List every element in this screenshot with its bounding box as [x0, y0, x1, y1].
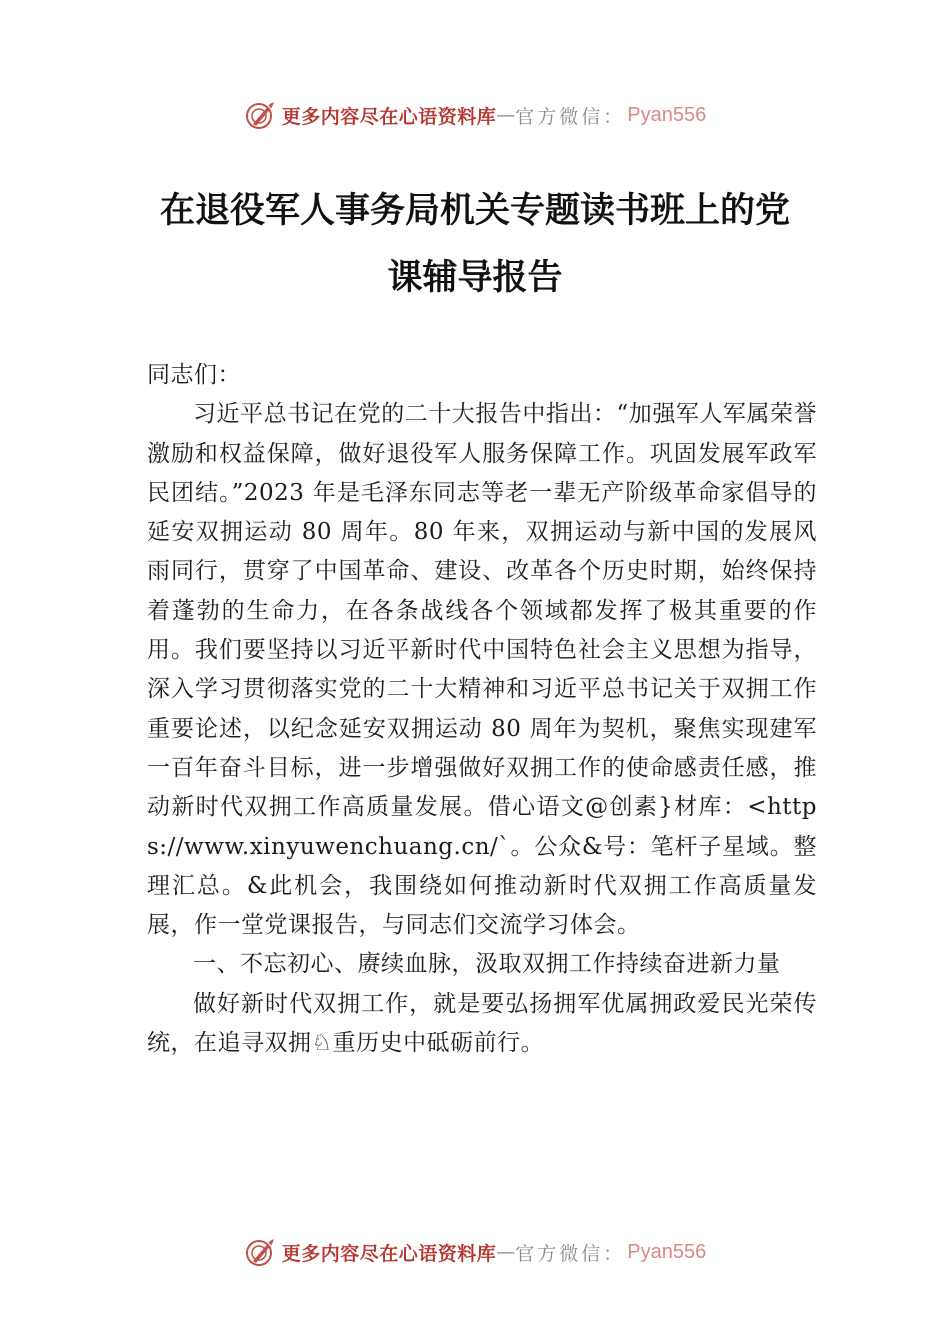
paragraph: 做好新时代双拥工作，就是要弘扬拥军优属拥政爱民光荣传统，在追寻双拥♘重历史中砥砺前行。 [147, 990, 817, 1057]
bottom-watermark-banner [0, 1232, 950, 1272]
top-watermark-banner [0, 95, 950, 135]
banner-official-label: 官方微信： [515, 105, 626, 128]
banner-wechat-id: Pyan556 [627, 103, 707, 126]
document-body [147, 356, 817, 1063]
banner-official-label: 官方微信： [515, 1242, 626, 1265]
paragraph: 习近平总书记在党的二十大报告中指出：“加强军人军属荣誉激励和权益保障，做好退役军人服务保障工作。巩固发展军政军民团结。”2023 年是毛泽东同志等老一辈无产阶级革命家倡导的延安双拥运动 80 周年。80 年来，双拥运动与新中国的发展风雨同行，贯穿了中国革命、建设、改革各个历史时期，始终保持着蓬勃的生命力，在各条战线各个领域都发挥了极其重要的作用。我们要坚持以习近平新时代中国特色社会主义思想为指导，深入学习贯彻落实党的二十大精神和习近平总书记关于双拥工作重要论述，以纪念延安双拥运动 80 周年为契机，聚焦实现建军一百年奋斗目标，进一步增强做好双拥工作的使命感责任感，推动新时代双拥工作高质量发展。借心语文@创素}材库：<https://www.xinyuwenchuang.cn/`。公众&号：笔杆子星域。整理汇总。&此机会，我围绕如何推动新时代双拥工作高质量发展，作一堂党课报告，与同志们交流学习体会。 [147, 401, 817, 939]
quill-logo-icon [244, 98, 278, 132]
banner-separator: — [496, 1241, 516, 1263]
banner-separator: — [496, 104, 516, 126]
banner-wechat-id: Pyan556 [627, 1240, 707, 1263]
document-title-line-2: 课辅导报告 [387, 257, 563, 298]
section-heading: 一、不忘初心、赓续血脉，汲取双拥工作持续奋进新力量 [193, 951, 781, 978]
document-title-line-1: 在退役军人事务局机关专题读书班上的党 [159, 190, 790, 231]
quill-logo-icon [244, 1235, 278, 1269]
salutation: 同志们： [147, 362, 241, 388]
banner-brand-text: 更多内容尽在心语资料库 [281, 105, 497, 128]
banner-brand-text: 更多内容尽在心语资料库 [281, 1242, 497, 1265]
